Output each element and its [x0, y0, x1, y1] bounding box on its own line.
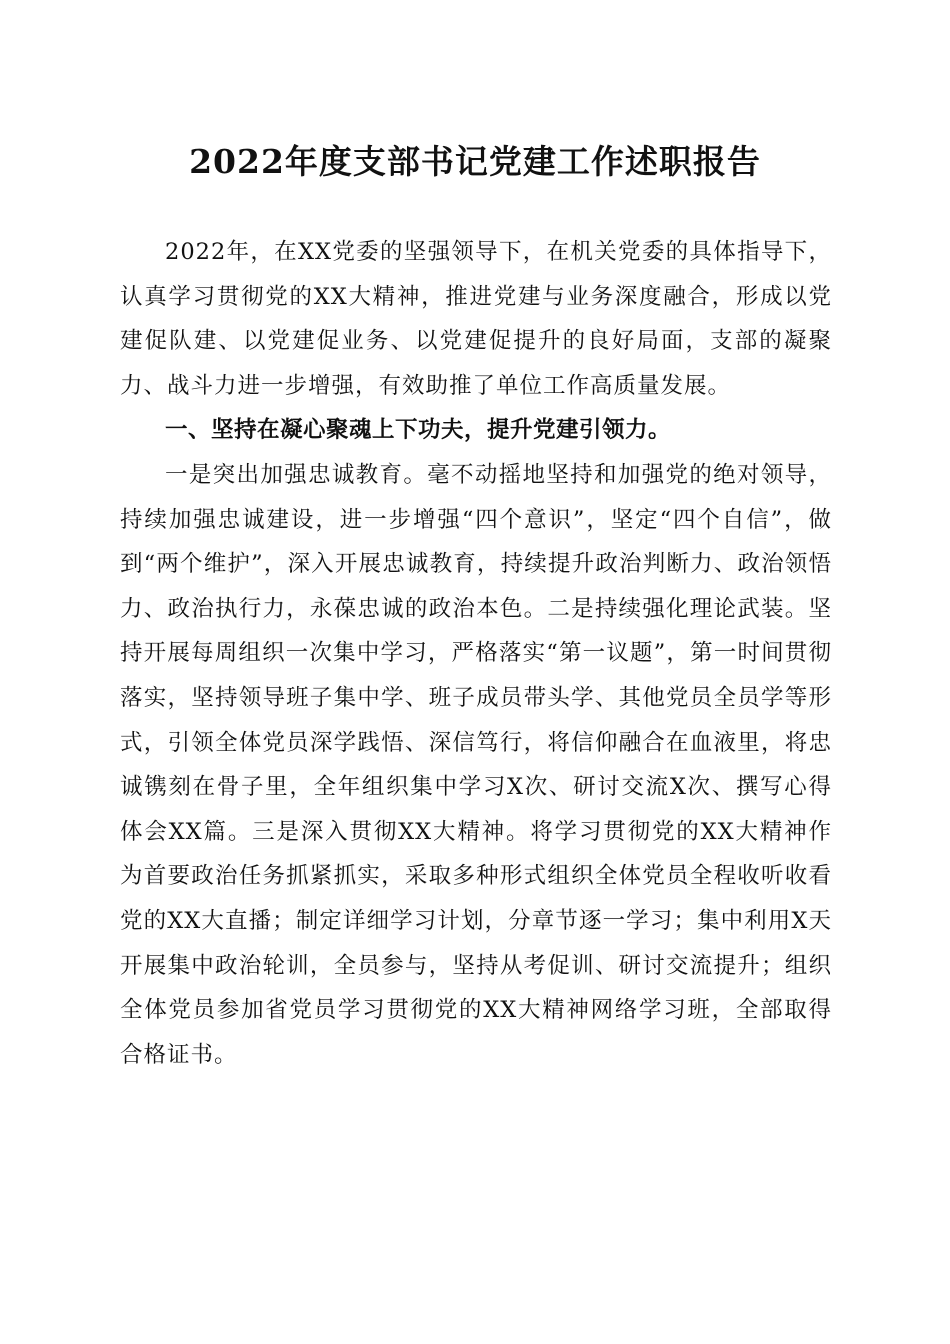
- document-body: [120, 230, 832, 1077]
- intro-paragraph: 2022年，在XX党委的坚强领导下，在机关党委的具体指导下，认真学习贯彻党的XX大精神，推进党建与业务深度融合，形成以党建促队建、以党建促业务、以党建促提升的良好局面，支部的凝聚力、战斗力进一步增强，有效助推了单位工作高质量发展。: [120, 239, 832, 399]
- section-1-paragraph: 一是突出加强忠诚教育。毫不动摇地坚持和加强党的绝对领导，持续加强忠诚建设，进一步增强“四个意识”，坚定“四个自信”，做到“两个维护”，深入开展忠诚教育，持续提升政治判断力、政治领悟力、政治执行力，永葆忠诚的政治本色。二是持续强化理论武装。坚持开展每周组织一次集中学习，严格落实“第一议题”，第一时间贯彻落实，坚持领导班子集中学、班子成员带头学、其他党员全员学等形式，引领全体党员深学践悟、深信笃行，将信仰融合在血液里，将忠诚镌刻在骨子里，全年组织集中学习X次、研讨交流X次、撰写心得体会XX篇。三是深入贯彻XX大精神。将学习贯彻党的XX大精神作为首要政治任务抓紧抓实，采取多种形式组织全体党员全程收听收看党的XX大直播；制定详细学习计划，分章节逐一学习；集中利用X天开展集中政治轮训，全员参与，坚持从考促训、研讨交流提升；组织全体党员参加省党员学习贯彻党的XX大精神网络学习班，全部取得合格证书。: [120, 461, 832, 1068]
- section-1-heading: 一、坚持在凝心聚魂上下功夫，提升党建引领力。: [165, 417, 672, 444]
- document-title: 2022年度支部书记党建工作述职报告: [189, 142, 761, 181]
